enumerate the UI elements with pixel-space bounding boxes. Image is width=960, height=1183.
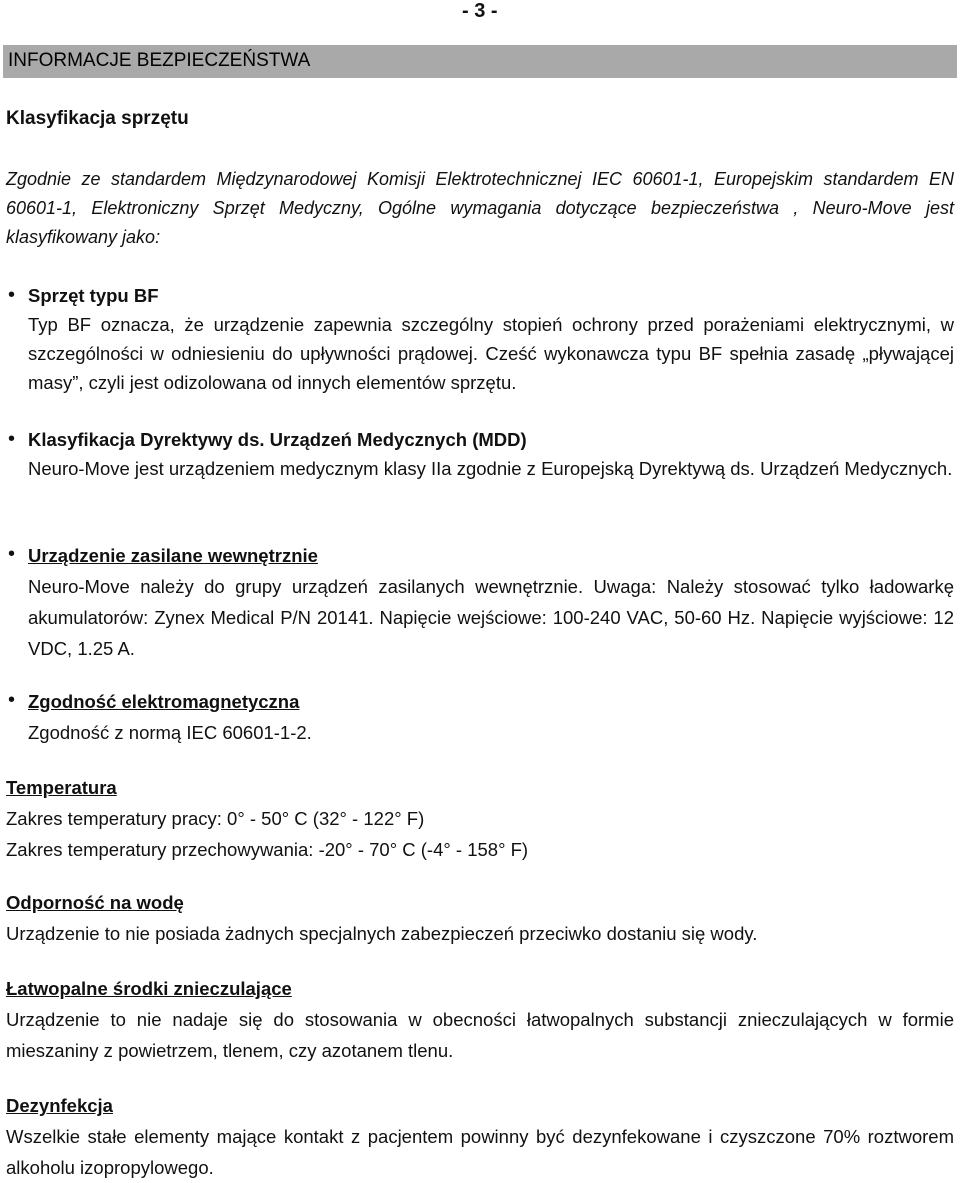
bullet-title: Urządzenie zasilane wewnętrznie — [28, 545, 318, 566]
bullet-title: Klasyfikacja Dyrektywy ds. Urządzeń Medycznych (MDD) — [28, 429, 527, 450]
temperature-section — [6, 772, 954, 865]
intro-paragraph: Zgodnie ze standardem Międzynarodowej Komisji Elektrotechnicznej IEC 60601-1, Europejskim standardem EN 60601-1, Elektroniczny Sprzęt Medyczny, Ogólne wymagania dotyczące bezpieczeństwa , Neuro-Move jest klasyfikowany jako: — [6, 169, 954, 247]
flammable-text: Urządzenie to nie nadaje się do stosowania w obecności łatwopalnych substancji znieczulających w formie mieszaniny z powietrzem, tlenem, czy azotanem tlenu. — [6, 1009, 954, 1061]
section-banner: INFORMACJE BEZPIECZEŃSTWA — [3, 45, 957, 78]
page-number: - 3 - — [462, 0, 498, 22]
temperature-storage: Zakres temperatury przechowywania: -20° - 70° C (-4° - 158° F) — [6, 839, 529, 860]
bullet-item-mdd — [28, 425, 954, 483]
bullet-icon: • — [8, 428, 16, 450]
temperature-operating: Zakres temperatury pracy: 0° - 50° C (32° - 122° F) — [6, 808, 425, 829]
disinfection-section — [6, 1090, 954, 1183]
bullet-text: Typ BF oznacza, że urządzenie zapewnia szczególny stopień ochrony przed porażeniami elektrycznymi, w szczególności w odniesieniu do upływności prądowej. Cześć wykonawcza typu BF spełnia zasadę „pływającej masy”, czyli jest odizolowana od innych elementów sprzętu. — [28, 314, 954, 393]
flammable-section — [6, 973, 954, 1066]
bullet-item-emc — [28, 686, 954, 748]
water-text: Urządzenie to nie posiada żadnych specjalnych zabezpieczeń przeciwko dostaniu się wody. — [6, 923, 758, 944]
water-title: Odporność na wodę — [6, 892, 184, 913]
bullet-item-power — [28, 540, 954, 664]
bullet-title: Sprzęt typu BF — [28, 285, 159, 306]
classification-heading: Klasyfikacja sprzętu — [6, 108, 189, 129]
water-section — [6, 887, 954, 949]
temperature-title: Temperatura — [6, 777, 117, 798]
bullet-icon: • — [8, 284, 16, 306]
bullet-text: Zgodność z normą IEC 60601-1-2. — [28, 722, 312, 743]
bullet-text: Neuro-Move jest urządzeniem medycznym klasy IIa zgodnie z Europejską Dyrektywą ds. Urządzeń Medycznych. — [28, 458, 953, 479]
bullet-title: Zgodność elektromagnetyczna — [28, 691, 300, 712]
disinfection-title: Dezynfekcja — [6, 1095, 113, 1116]
disinfection-text: Wszelkie stałe elementy mające kontakt z pacjentem powinny być dezynfekowane i czyszczone 70% roztworem alkoholu izopropylowego. — [6, 1126, 954, 1178]
bullet-icon: • — [8, 543, 16, 565]
flammable-title: Łatwopalne środki znieczulające — [6, 978, 292, 999]
bullet-text: Neuro-Move należy do grupy urządzeń zasilanych wewnętrznie. Uwaga: Należy stosować tylko ładowarkę akumulatorów: Zynex Medical P/N 20141. Napięcie wejściowe: 100-240 VAC, 50-60 Hz. Napięcie wyjściowe: 12 VDC, 1.25 A. — [28, 576, 954, 659]
bullet-icon: • — [8, 689, 16, 711]
bullet-item-bf — [28, 281, 954, 397]
